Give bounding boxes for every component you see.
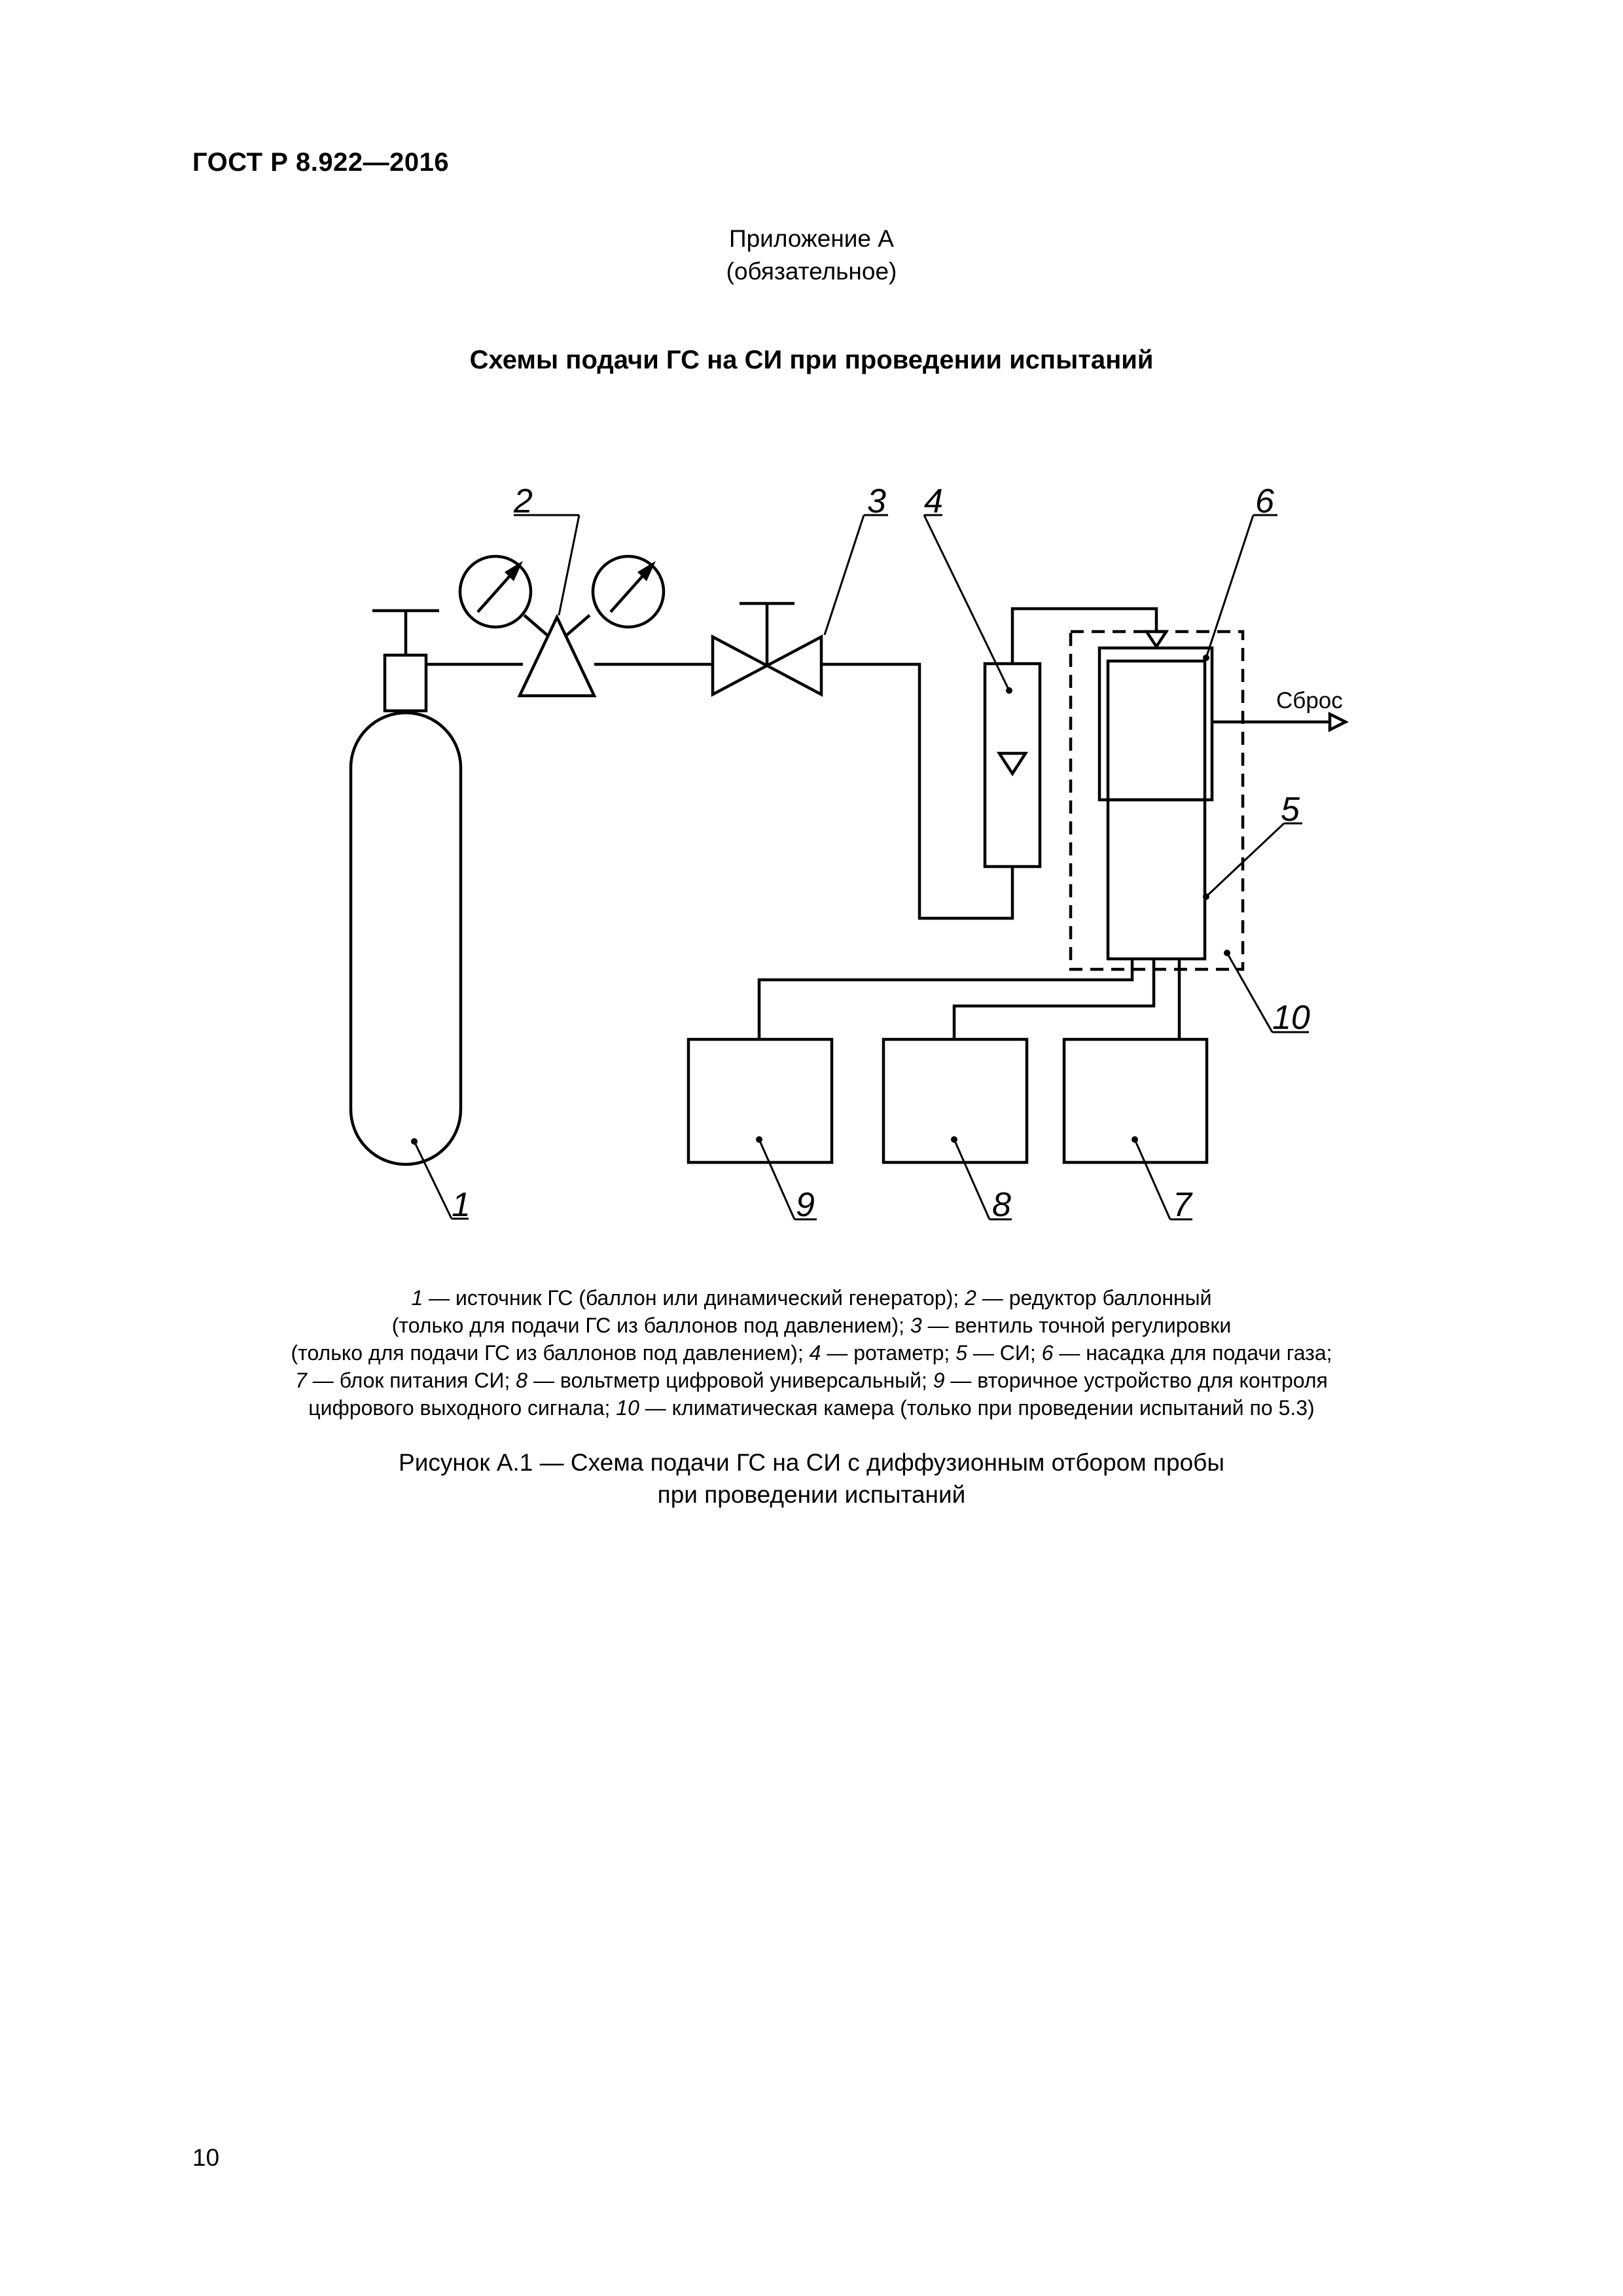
figure-caption [0, 1446, 1623, 1511]
leader-lines [414, 515, 1309, 1219]
gas-nozzle [1099, 648, 1212, 800]
legend-text: — СИ; [967, 1341, 1042, 1365]
wire-to-device-8 [954, 959, 1154, 1039]
legend-number: 6 [1041, 1341, 1054, 1365]
appendix-title: Приложение А [729, 225, 894, 252]
label-6: 6 [1255, 482, 1274, 520]
label-5: 5 [1281, 791, 1300, 829]
legend-text: — источник ГС (баллон или динамический генератор); [423, 1286, 965, 1310]
label-10: 10 [1272, 999, 1310, 1037]
appendix-status: (обязательное) [726, 258, 897, 285]
vent-label: Сброс [1276, 688, 1343, 713]
label-8: 8 [992, 1186, 1011, 1224]
wire-to-device-9 [759, 959, 1132, 1039]
document-header: ГОСТ Р 8.922—2016 [192, 148, 450, 177]
legend-text: — насадка для подачи газа; [1053, 1341, 1332, 1365]
label-3: 3 [867, 482, 886, 520]
legend-number: 8 [516, 1369, 528, 1392]
caption-line-1: Рисунок А.1 — Схема подачи ГС на СИ с диффузионным отбором пробы [399, 1449, 1224, 1476]
label-9: 9 [796, 1186, 815, 1224]
legend-number: 3 [910, 1314, 922, 1337]
pressure-reducer [460, 556, 664, 696]
legend-number: 7 [295, 1369, 307, 1392]
legend-number: 1 [411, 1286, 423, 1310]
legend-text: (только для подачи ГС из баллонов под давлением); [391, 1314, 910, 1337]
legend-line [0, 1394, 1623, 1422]
gas-cylinder [351, 611, 461, 1164]
legend-text: — вторичное устройство для контроля [944, 1369, 1328, 1392]
legend-number: 2 [965, 1286, 976, 1310]
legend-text: цифрового выходного сигнала; [308, 1396, 616, 1420]
legend-line [0, 1367, 1623, 1394]
label-7: 7 [1173, 1186, 1192, 1224]
section-title: Схемы подачи ГС на СИ при проведении испытаний [469, 346, 1154, 374]
measuring-instrument [1108, 661, 1205, 959]
legend-text: (только для подачи ГС из баллонов под давлением); [291, 1341, 810, 1365]
legend-text: — вольтметр цифровой универсальный; [527, 1369, 933, 1392]
legend-text: — вентиль точной регулировки [921, 1314, 1232, 1337]
pipe-rotameter-nozzle [1012, 609, 1156, 664]
label-4: 4 [924, 482, 943, 520]
vent-arrow-icon [1330, 714, 1346, 730]
legend-text: — редуктор баллонный [976, 1286, 1212, 1310]
legend-text: — блок питания СИ; [306, 1369, 516, 1392]
legend-line [0, 1312, 1623, 1339]
label-2: 2 [514, 482, 533, 520]
legend-number: 4 [809, 1341, 821, 1365]
legend-number: 10 [616, 1396, 639, 1420]
figure-legend-full [0, 1284, 1623, 1422]
label-1: 1 [452, 1186, 471, 1224]
legend-line [0, 1284, 1623, 1312]
caption-line-2: при проведении испытаний [657, 1481, 966, 1508]
inlet-arrow [1147, 632, 1166, 647]
legend-number: 9 [933, 1369, 945, 1392]
rotameter [985, 664, 1040, 867]
legend-text: — ротаметр; [821, 1341, 956, 1365]
power-supply-unit [1064, 1039, 1207, 1162]
page-number: 10 [192, 2144, 220, 2171]
fine-control-valve [713, 603, 821, 694]
legend-line [0, 1339, 1623, 1367]
legend-number: 5 [955, 1341, 967, 1365]
legend-text: — климатическая камера (только при проведении испытаний по 5.3) [639, 1396, 1315, 1420]
